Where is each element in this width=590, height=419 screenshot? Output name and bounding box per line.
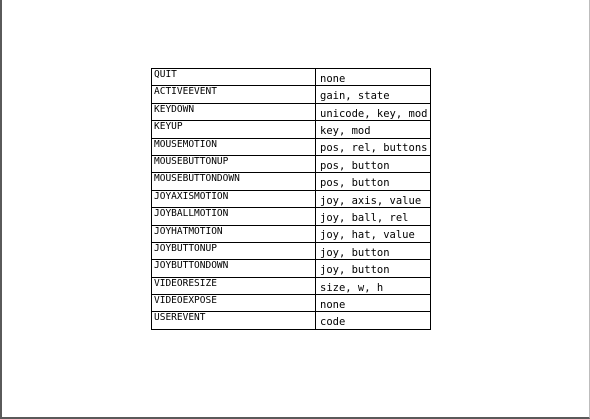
event-name-cell: MOUSEBUTTONDOWN xyxy=(152,173,316,190)
table-row xyxy=(152,260,431,277)
event-table xyxy=(151,68,431,330)
event-name-cell: MOUSEBUTTONUP xyxy=(152,155,316,172)
table-row xyxy=(152,312,431,329)
event-attributes-cell: joy, button xyxy=(316,260,431,277)
event-attributes-cell: size, w, h xyxy=(316,277,431,294)
table-row xyxy=(152,155,431,172)
event-attributes-cell: joy, axis, value xyxy=(316,190,431,207)
event-name-cell: KEYDOWN xyxy=(152,103,316,120)
event-name-cell: JOYAXISMOTION xyxy=(152,190,316,207)
table-row xyxy=(152,69,431,86)
event-attributes-cell: joy, hat, value xyxy=(316,225,431,242)
table-row xyxy=(152,121,431,138)
event-name-cell: JOYBUTTONUP xyxy=(152,242,316,259)
event-attributes-cell: unicode, key, mod xyxy=(316,103,431,120)
event-name-cell: VIDEORESIZE xyxy=(152,277,316,294)
table-row xyxy=(152,295,431,312)
event-attributes-cell: key, mod xyxy=(316,121,431,138)
table-row xyxy=(152,86,431,103)
event-attributes-cell: gain, state xyxy=(316,86,431,103)
event-attributes-cell: pos, button xyxy=(316,173,431,190)
event-attributes-cell: pos, button xyxy=(316,155,431,172)
event-attributes-cell: joy, button xyxy=(316,242,431,259)
table-row xyxy=(152,208,431,225)
event-attributes-cell: joy, ball, rel xyxy=(316,208,431,225)
event-name-cell: KEYUP xyxy=(152,121,316,138)
event-name-cell: JOYHATMOTION xyxy=(152,225,316,242)
event-table-body xyxy=(152,69,431,330)
table-row xyxy=(152,277,431,294)
event-name-cell: JOYBUTTONDOWN xyxy=(152,260,316,277)
table-row xyxy=(152,225,431,242)
event-attributes-cell: code xyxy=(316,312,431,329)
table-row xyxy=(152,173,431,190)
table-row xyxy=(152,103,431,120)
event-name-cell: QUIT xyxy=(152,69,316,86)
event-name-cell: VIDEOEXPOSE xyxy=(152,295,316,312)
event-name-cell: ACTIVEEVENT xyxy=(152,86,316,103)
table-row xyxy=(152,242,431,259)
event-name-cell: MOUSEMOTION xyxy=(152,138,316,155)
event-attributes-cell: pos, rel, buttons xyxy=(316,138,431,155)
event-attributes-cell: none xyxy=(316,295,431,312)
table-row xyxy=(152,190,431,207)
event-name-cell: JOYBALLMOTION xyxy=(152,208,316,225)
table-row xyxy=(152,138,431,155)
event-attributes-cell: none xyxy=(316,69,431,86)
event-name-cell: USEREVENT xyxy=(152,312,316,329)
